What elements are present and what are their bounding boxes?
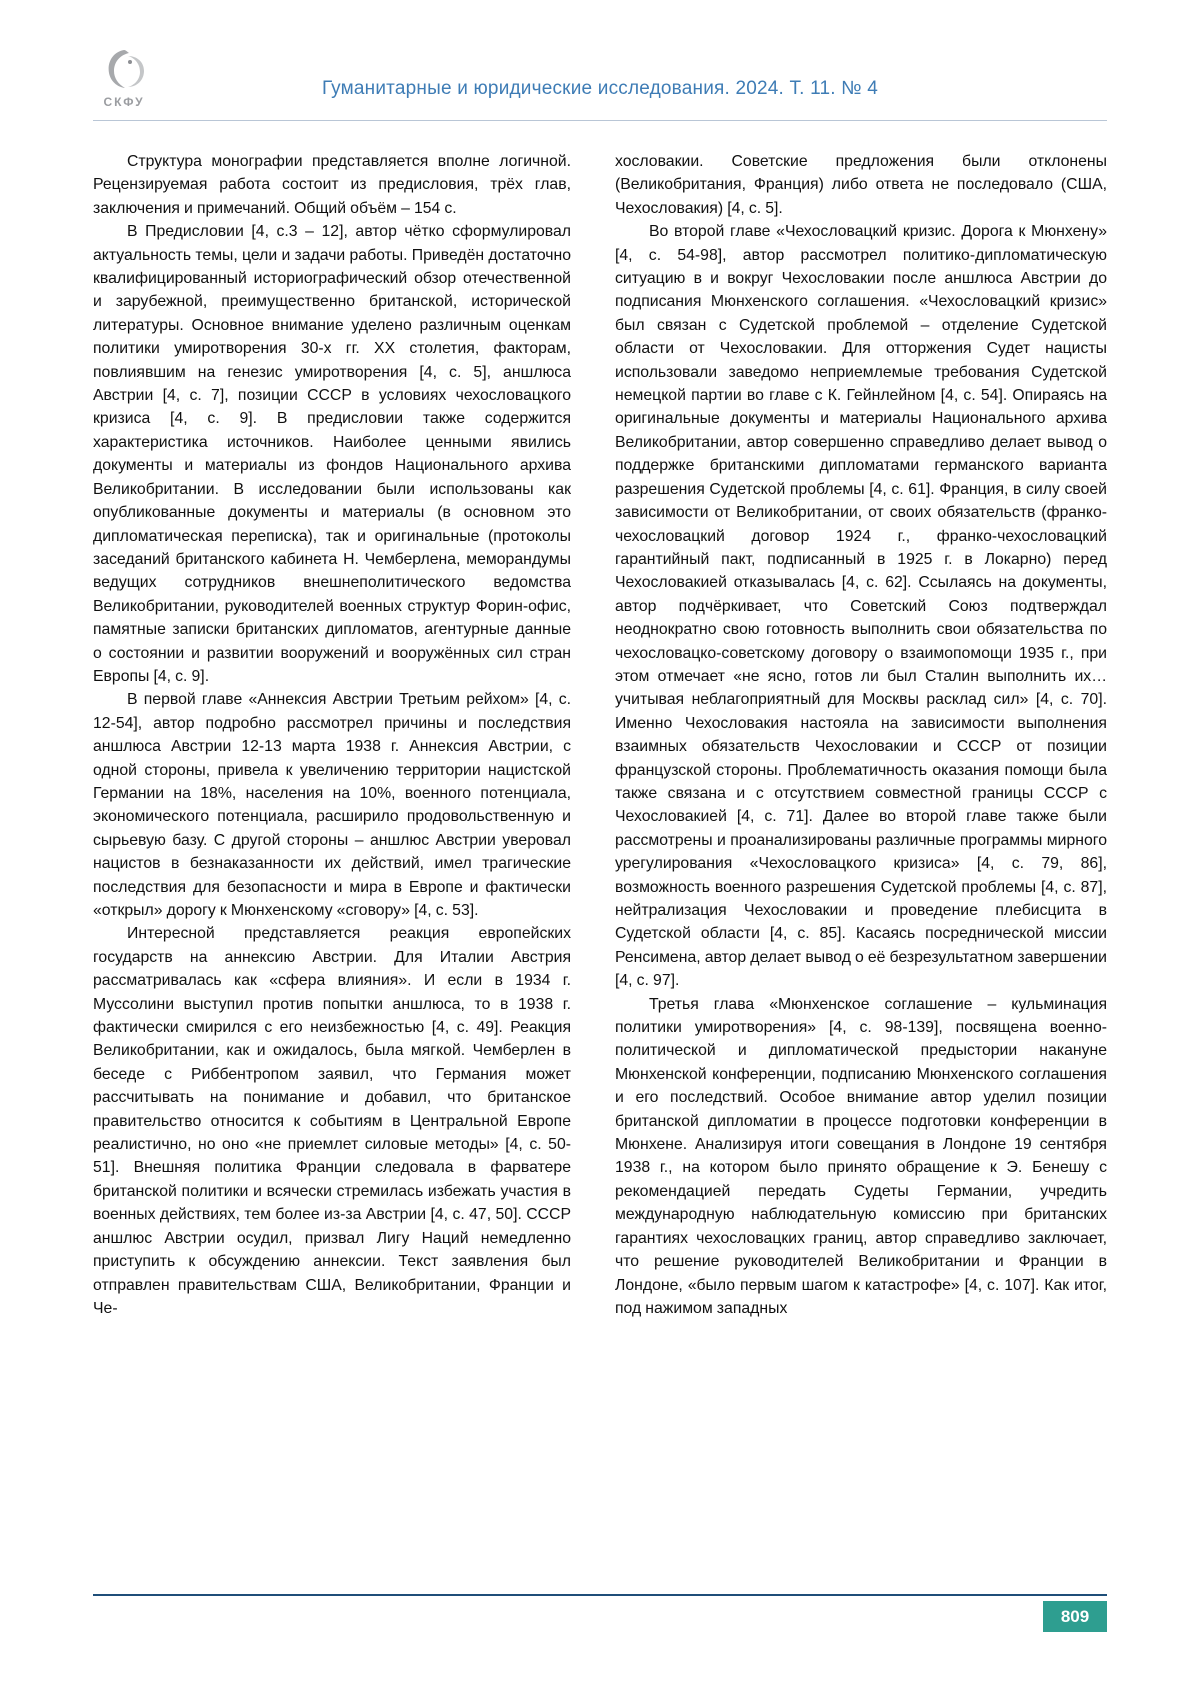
page-header bbox=[93, 48, 1107, 120]
article-body bbox=[93, 150, 1107, 1592]
page-number-badge: 809 bbox=[1043, 1601, 1107, 1632]
journal-header-title: Гуманитарные и юридические исследования. 2024. Т. 11. № 4 bbox=[321, 78, 879, 99]
paragraph-preface: В Предисловии [4, с.3 – 12], автор чётко сформулировал актуальность темы, цели и задачи работы. Приведён достаточно квалифицированный историографический обзор отечественной и зарубежной, преимущественно британской, исторической литературы. Основное внимание уделено различным оценкам политики умиротворения 30-х гг. ХХ столетия, факторам, повлиявшим на генезис умиротворения [4, с. 5], аншлюса Австрии [4, с. 7], позиции СССР в условиях чехословацкого кризиса [4, с. 9]. В предисловии также содержится характеристика источников. Наиболее ценными явились документы и материалы из фондов Национального архива Великобритании. В исследовании были использованы как опубликованные документы и материалы (в основном это дипломатическая переписка), так и оригинальные (протоколы заседаний британского кабинета Н. Чемберлена, меморандумы ведущих сотрудников внешнеполитического ведомства Великобритании, руководителей военных структур Форин-офис, памятные записки британских дипломатов, агентурные данные о состоянии и развитии вооружений и вооружённых сил стран Европы [4, с. 9]. bbox=[93, 223, 571, 685]
right-column bbox=[615, 150, 1107, 1592]
paragraph-chapter-three: Третья глава «Мюнхенское соглашение – кульминация политики умиротворения» [4, с. 98-139], посвящена военно-политической и дипломатической предыстории накануне Мюнхенской конференции, подписанию Мюнхенского соглашения и его последствий. Особое внимание автор уделил позиции британской дипломатии в процессе подготовки конференции в Мюнхене. Анализируя итоги совещания в Лондоне 19 сентября 1938 г., на котором было принято обращение к Э. Бенешу с рекомендацией передать Судеты Германии, учредить международную наблюдательную комиссию при британских гарантиях чехословацких границ, автор справедливо заключает, что решение руководителей Великобритании и Франции в Лондоне, «было первым шагом к катастрофе» [4, с. 107]. Как итог, под нажимом западных bbox=[615, 995, 1107, 1317]
paragraph-chapter-two: Во второй главе «Чехословацкий кризис. Дорога к Мюнхену» [4, с. 54-98], автор рассмотрел политико-дипломатическую ситуацию в и вокруг Чехословакии после аншлюса Австрии до подписания Мюнхенского соглашения. «Чехословацкий кризис» был связан с Судетской проблемой – отделение Судетской области от Чехословакии. Для отторжения Судет нацисты использовали заведомо неприемлемые требования Судетской немецкой партии во главе с К. Гейнлейном [4, с. 54]. Опираясь на оригинальные документы и материалы Национального архива Великобритании, автор совершенно справедливо делает вывод о поддержке британскими дипломатами германского варианта разрешения Судетской проблемы [4, с. 61]. Франция, в силу своей зависимости от Великобритании, от своих обязательств (франко-чехословацкий договор 1924 г., франко-чехословацкий гарантийный пакт, подписанный в 1925 г. в Локарно) перед Чехословакией отказывалась [4, с. 62]. Ссылаясь на документы, автор подчёркивает, что Советский Союз подтверждал неоднократно свою готовность выполнить свои обязательства по чехословацко-советскому договору о взаимопомощи 1935 г., при этом отмечает «не ясно, готов ли был Сталин выполнить их…учитывая неблагоприятный для Москвы расклад сил» [4, с. 70]. Именно Чехословакия настояла на зависимости выполнения взаимных обязательств Чехословакии и СССР от позиции французской стороны. Проблематичность оказания помощи была также связана и с отсутствием совместной границы СССР с Чехословакией [4, с. 71]. Далее во второй главе также были рассмотрены и проанализированы различные программы мирного урегулирования «Чехословацкого кризиса» [4, с. 79, 86], возможность военного разрешения Судетской проблемы [4, с. 87], нейтрализация Чехословакии и проведение плебисцита в Судетской области [4, с. 85]. Касаясь посреднической миссии Ренсимена, автор делает вывод о её безрезультатном завершении [4, с. 97]. bbox=[615, 223, 1107, 990]
paragraph-structure: Структура монографии представляется вполне логичной. Рецензируемая работа состоит из предисловия, трёх глав, заключения и примечаний. Общий объём – 154 с. bbox=[93, 153, 571, 217]
journal-logo bbox=[93, 48, 155, 109]
header-divider bbox=[93, 120, 1107, 121]
paragraph-continuation: хословакии. Советские предложения были отклонены (Великобритания, Франция) либо ответа не последовало (США, Чехословакия) [4, с. 5]. bbox=[615, 153, 1107, 217]
falcon-emblem-icon bbox=[100, 79, 148, 96]
paragraph-reaction: Интересной представляется реакция европейских государств на аннексию Австрии. Для Италии Австрия рассматривалась как «сфера влияния». И если в 1934 г. Муссолини выступил против попытки аншлюса, то в 1938 г. фактически смирился с его неизбежностью [4, с. 49]. Реакция Великобритании, как и ожидалось, была мягкой. Чемберлен в беседе с Риббентропом заявил, что Германия может рассчитывать на понимание и добавил, что британское правительство относится к событиям в Центральной Европе реалистично, но оно «не приемлет силовые методы» [4, с. 50-51]. Внешняя политика Франции следовала в фарватере британской политики и всячески стремилась избежать участия в военных действиях, тем более из-за Австрии [4, с. 47, 50]. СССР аншлюс Австрии осудил, призвал Лигу Наций немедленно приступить к обсуждению аннексии. Текст заявления был отправлен правительствам США, Великобритании, Франции и Че- bbox=[93, 925, 571, 1317]
paragraph-chapter-one: В первой главе «Аннексия Австрии Третьим рейхом» [4, с. 12-54], автор подробно рассмотрел причины и последствия аншлюса Австрии 12-13 марта 1938 г. Аннексия Австрии, с одной стороны, привела к увеличению территории нацистской Германии на 18%, населения на 10%, военного потенциала, экономического потенциала, расширило продовольственную и сырьевую базу. С другой стороны – аншлюс Австрии уверовал нацистов в безнаказанности их действий, имел трагические последствия для безопасности и мира в Европе и фактически «открыл» дорогу к Мюнхенскому «сговору» [4, с. 53]. bbox=[93, 691, 571, 919]
left-column bbox=[93, 150, 571, 1592]
footer-divider bbox=[93, 1594, 1107, 1596]
logo-text: СКФУ bbox=[103, 95, 145, 109]
